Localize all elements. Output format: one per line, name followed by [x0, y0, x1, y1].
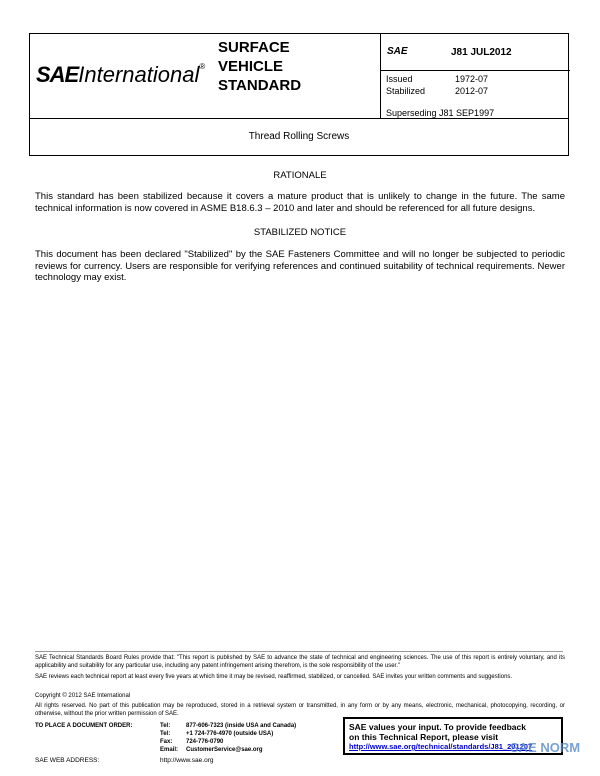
rationale-text: This standard has been stabilized because it covers a mature product that is unlikely to change in the future. The same technical information is now covered in ASME B18.6.3 – 2010 and later and should be referenced for all future designs. — [35, 191, 565, 214]
order-label: TO PLACE A DOCUMENT ORDER: — [35, 723, 133, 729]
doc-info-panel — [380, 34, 570, 118]
footer-divider — [35, 651, 563, 652]
issued-value: 1972-07 — [455, 74, 489, 84]
board-rules-text: SAE Technical Standards Board Rules provide that: "This report is published by SAE to advance the state of technical and engineering sciences. The use of this report is entirely voluntary, and its applicability and suitability for any particular use, including any patent infringement arising therefrom, is the sole responsibility of the user." — [35, 655, 565, 669]
web-address[interactable]: http://www.sae.org — [160, 757, 214, 764]
stabilized-label: Stabilized — [386, 86, 426, 96]
stabilized-notice-text: This document has been declared "Stabilized" by the SAE Fasteners Committee and will no longer be subjected to periodic reviews for currency. Users are responsible for verifying references and continued suitability of technical requirements. Newer technology may exist. — [35, 249, 565, 283]
doc-number: J81 JUL2012 — [451, 47, 512, 58]
header-box — [29, 33, 569, 119]
stabilized-notice-heading: STABILIZED NOTICE — [253, 227, 347, 238]
web-address-row — [35, 757, 214, 764]
sae-mark: SAE — [387, 46, 408, 57]
tel-intl: +1 724-776-4970 (outside USA) — [186, 731, 274, 737]
tel-usa: 877-606-7323 (inside USA and Canada) — [186, 723, 297, 729]
document-title: Thread Rolling Screws — [29, 118, 569, 156]
fax: 724-776-0790 — [186, 739, 224, 745]
superseding: Superseding J81 SEP1997 — [386, 108, 495, 118]
email: CustomerService@sae.org — [186, 747, 263, 753]
copyright-text: Copyright © 2012 SAE International — [35, 693, 131, 699]
doc-number-cell — [381, 34, 570, 71]
review-text: SAE reviews each technical report at least every five years at which time it may be revised, reaffirmed, stabilized, or cancelled. SAE invites your written comments and suggestions. — [35, 674, 513, 680]
feedback-box: SAE values your input. To provide feedback on this Technical Report, please visit http://www.sae.org/technical/standards/J81_201207 — [343, 717, 563, 755]
watermark: SAE NORM — [510, 740, 581, 755]
rights-text: All rights reserved. No part of this publication may be reproduced, stored in a retrieval system or transmitted, in any form or by any means, electronic, mechanical, photocopying, recording, or otherwise, without the prior written permission of SAE. — [35, 703, 565, 717]
feedback-link[interactable]: http://www.sae.org/technical/standards/J81_201207 — [349, 742, 533, 751]
issued-label: Issued — [386, 74, 413, 84]
rationale-heading: RATIONALE — [273, 170, 327, 181]
web-label: SAE WEB ADDRESS: — [35, 757, 100, 764]
standard-type: SURFACE VEHICLE STANDARD — [218, 39, 302, 94]
stabilized-value: 2012-07 — [455, 86, 489, 96]
sae-international-logo: SAEInternational® — [36, 62, 206, 87]
